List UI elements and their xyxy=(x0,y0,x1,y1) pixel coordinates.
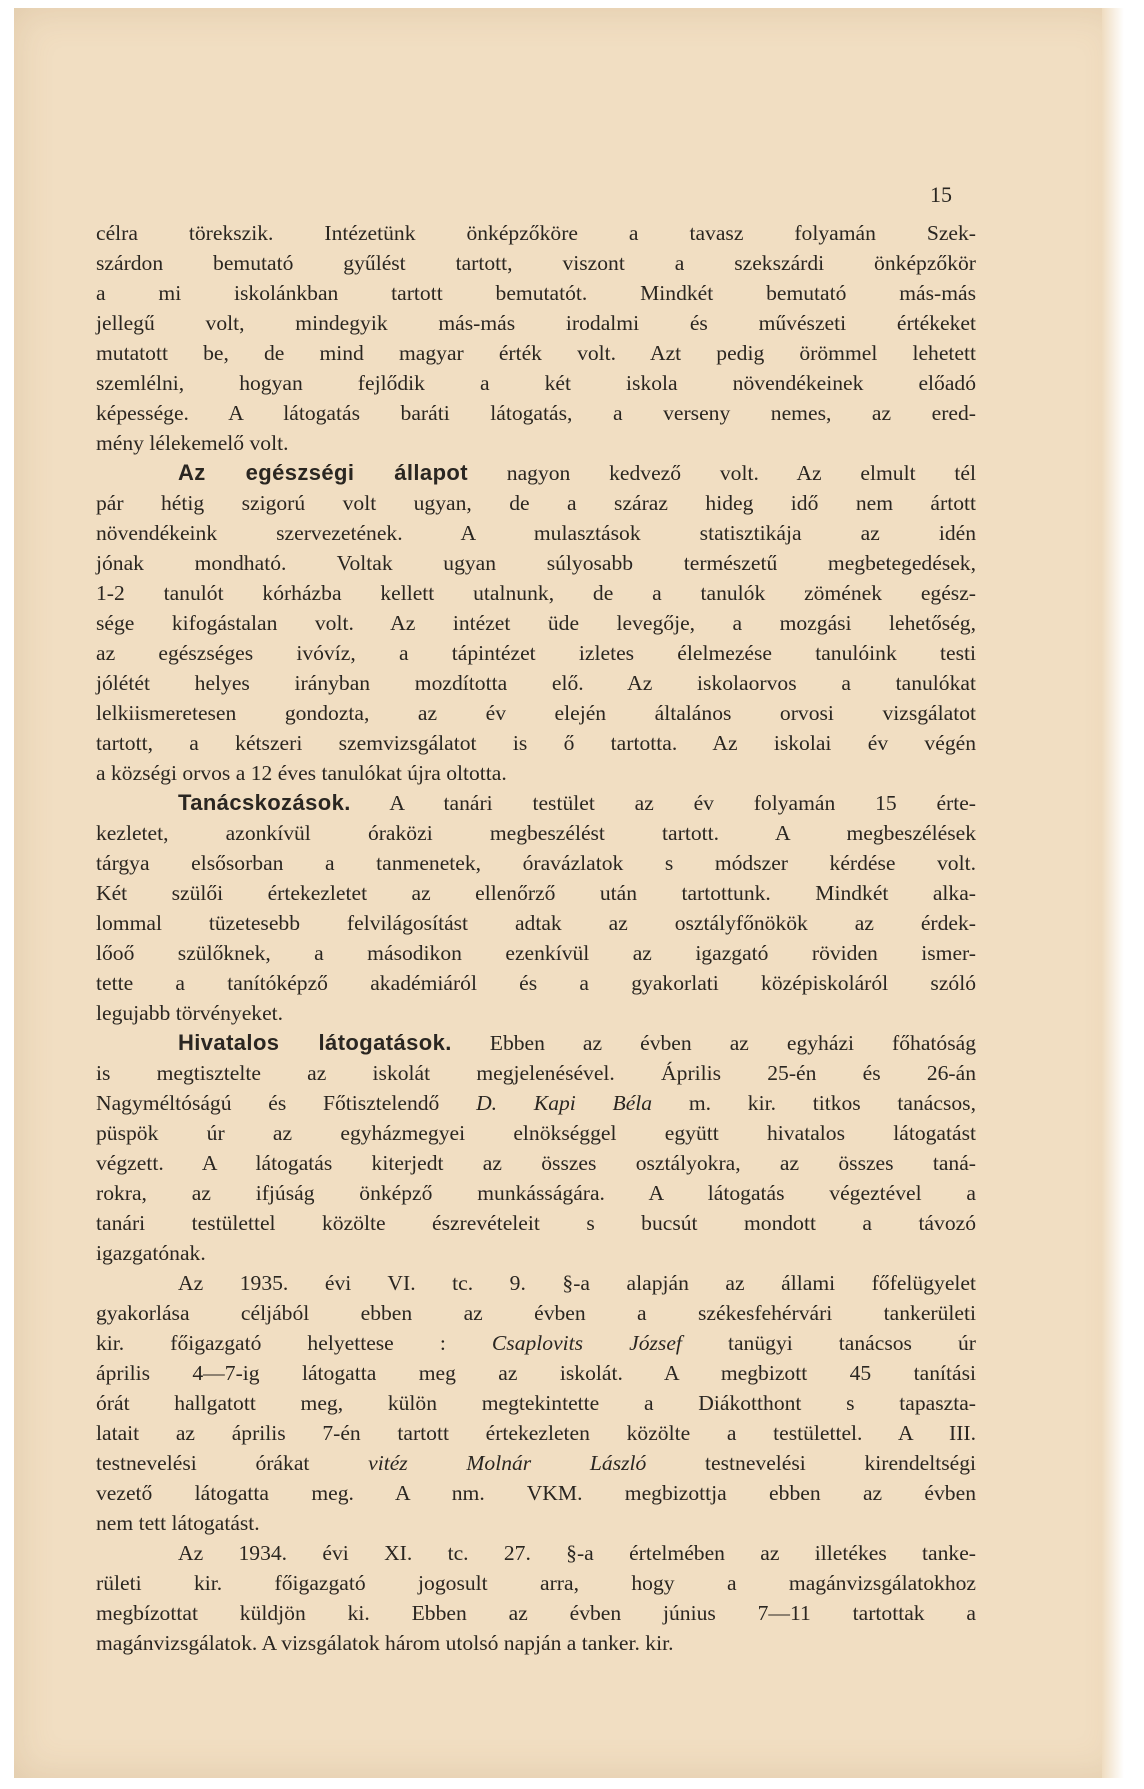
text-run: A tanári testület az év folyamán 15 érte- xyxy=(389,791,977,815)
text-line: végzett. A látogatás kiterjedt az összes osztályokra, az összes taná- xyxy=(96,1151,976,1175)
text-line: mény lélekemelő volt. xyxy=(96,431,289,455)
text-line: lommal tüzetesebb felvilágosítást adtak az osztályfőnökök az érdek- xyxy=(96,911,976,935)
text-line: Két szülői értekezletet az ellenőrző után tartottunk. Mindkét alka- xyxy=(96,881,976,905)
text-line xyxy=(96,1328,976,1358)
text-line: lelkiismeretesen gondozta, az év elején általános orvosi vizsgálatot xyxy=(96,701,976,725)
text-line: rokra, az ifjúság önképző munkásságára. A látogatás végeztével a xyxy=(96,1181,976,1205)
text-line: a községi orvos a 12 éves tanulókat újra oltotta. xyxy=(96,761,507,785)
paragraph-first-line xyxy=(96,458,976,488)
text-line: vezető látogatta meg. A nm. VKM. megbizottja ebben az évben xyxy=(96,1481,976,1505)
text-line: lőoő szülőknek, a másodikon ezenkívül az igazgató röviden ismer- xyxy=(96,941,976,965)
text-run: kir. főigazgató helyettese : xyxy=(96,1331,446,1355)
text-line: püspök úr az egyházmegyei elnökséggel együtt hivatalos látogatást xyxy=(96,1121,976,1145)
section-heading: Az egészségi állapot xyxy=(178,460,468,485)
paragraph-first-line: Az 1935. évi VI. tc. 9. §-a alapján az állami főfelügyelet xyxy=(178,1271,976,1295)
text-line: órát hallgatott meg, külön megtekintette a Diákotthont s tapaszta- xyxy=(96,1391,976,1415)
text-line: a mi iskolánkban tartott bemutatót. Mindkét bemutató más-más xyxy=(96,281,976,305)
text-line: növendékeink szervezetének. A mulasztások statisztikája az idén xyxy=(96,521,976,545)
text-line: 1-2 tanulót kórházba kellett utalnunk, de a tanulók zömének egész- xyxy=(96,581,976,605)
text-line: jónak mondható. Voltak ugyan súlyosabb természetű megbetegedések, xyxy=(96,551,976,575)
text-line: rületi kir. főigazgató jogosult arra, hogy a magánvizsgálatokhoz xyxy=(96,1571,976,1595)
text-run: testnevelési órákat xyxy=(96,1451,310,1475)
text-line: tárgya elsősorban a tanmenetek, óravázlatok s módszer kérdése volt. xyxy=(96,851,976,875)
text-line: jólétét helyes irányban mozdította elő. Az iskolaorvos a tanulókat xyxy=(96,671,976,695)
section-heading: Hivatalos látogatások. xyxy=(178,1030,452,1055)
text-line: latait az április 7-én tartott értekezleten közölte a testülettel. A III. xyxy=(96,1421,976,1445)
text-run: Nagyméltóságú és Főtisztelendő xyxy=(96,1091,440,1115)
text-line: gyakorlása céljából ebben az évben a székesfehérvári tankerületi xyxy=(96,1301,976,1325)
page-edge xyxy=(1102,8,1124,1778)
text-run: Ebben az évben az egyházi főhatóság xyxy=(489,1031,976,1055)
text-line: mutatott be, de mind magyar érték volt. Azt pedig örömmel lehetett xyxy=(96,341,976,365)
paragraph-first-line xyxy=(96,1028,976,1058)
text-line: legujabb törvényeket. xyxy=(96,1001,284,1025)
text-line: tette a tanítóképző akadémiáról és a gyakorlati középiskoláról szóló xyxy=(96,971,976,995)
text-line: kezletet, azonkívül óraközi megbeszélést tartott. A megbeszélések xyxy=(96,821,976,845)
text-line: is megtisztelte az iskolát megjelenésével. Április 25-én és 26-án xyxy=(96,1061,976,1085)
person-name: D. Kapi Béla xyxy=(476,1091,653,1115)
text-line: képessége. A látogatás baráti látogatás, a verseny nemes, az ered- xyxy=(96,401,976,425)
text-line: jellegű volt, mindegyik más-más irodalmi és művészeti értékeket xyxy=(96,311,976,335)
text-line: igazgatónak. xyxy=(96,1241,206,1265)
text-line: szemlélni, hogyan fejlődik a két iskola növendékeinek előadó xyxy=(96,371,976,395)
person-name: vitéz Molnár László xyxy=(368,1451,647,1475)
text-line: szárdon bemutató gyűlést tartott, viszont a szekszárdi önképzőkör xyxy=(96,251,976,275)
paragraph-first-line: Az 1934. évi XI. tc. 27. §-a értelmében az illetékes tanke- xyxy=(178,1541,976,1565)
text-line: tanári testülettel közölte észrevételeit s bucsút mondott a távozó xyxy=(96,1211,976,1235)
text-run: tanügyi tanácsos úr xyxy=(727,1331,976,1355)
section-heading: Tanácskozások. xyxy=(178,790,351,815)
text-run: m. kir. titkos tanácsos, xyxy=(688,1091,976,1115)
text-line xyxy=(96,1448,976,1478)
person-name: Csaplovits József xyxy=(491,1331,682,1355)
text-line: megbízottat küldjön ki. Ebben az évben június 7—11 tartottak a xyxy=(96,1601,976,1625)
text-line: sége kifogástalan volt. Az intézet üde levegője, a mozgási lehetőség, xyxy=(96,611,976,635)
text-line: április 4—7-ig látogatta meg az iskolát. A megbizott 45 tanítási xyxy=(96,1361,976,1385)
body-text xyxy=(96,218,976,1658)
text-line: tartott, a kétszeri szemvizsgálatot is ő tartotta. Az iskolai év végén xyxy=(96,731,976,755)
text-run: nagyon kedvező volt. Az elmult tél xyxy=(506,461,976,485)
text-line xyxy=(96,1088,976,1118)
text-line: magánvizsgálatok. A vizsgálatok három utolsó napján a tanker. kir. xyxy=(96,1631,674,1655)
text-line: nem tett látogatást. xyxy=(96,1511,260,1535)
paragraph-first-line xyxy=(96,788,976,818)
text-line: az egészséges ivóvíz, a tápintézet izletes élelmezése tanulóink testi xyxy=(96,641,976,665)
text-line: célra törekszik. Intézetünk önképzőköre a tavasz folyamán Szek- xyxy=(96,221,976,245)
text-run: testnevelési kirendeltségi xyxy=(705,1451,977,1475)
page-number: 15 xyxy=(930,182,952,207)
text-line: pár hétig szigorú volt ugyan, de a száraz hideg idő nem ártott xyxy=(96,491,976,515)
